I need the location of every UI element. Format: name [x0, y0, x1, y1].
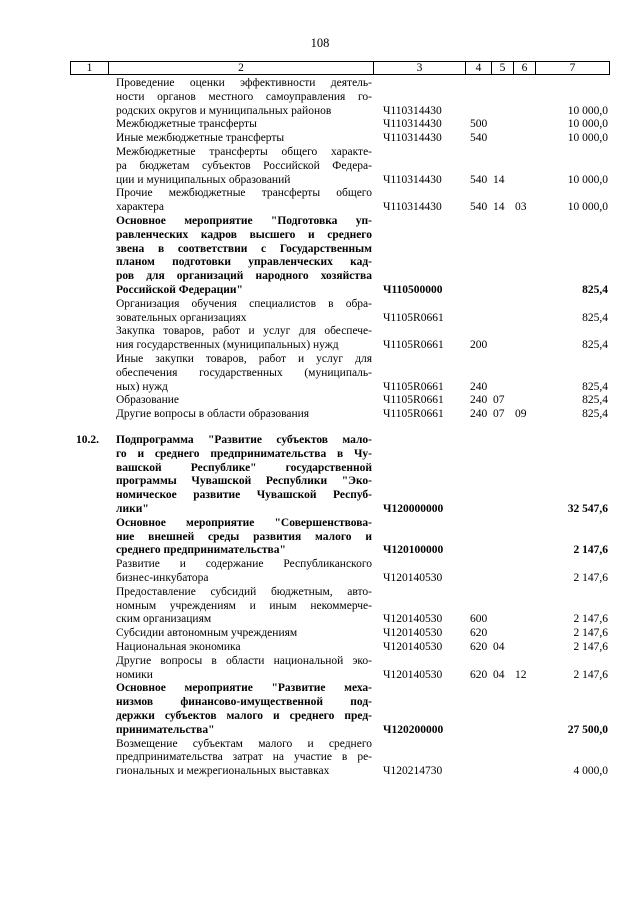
- table-row: [0, 475, 640, 488]
- expense-type-code: 200: [470, 339, 488, 352]
- amount: 4 000,0: [573, 765, 608, 778]
- expense-type-code: 540: [470, 173, 488, 186]
- amount: 825,4: [582, 284, 608, 296]
- table-row: [0, 489, 640, 502]
- row-text: Межбюджетные трансферты: [116, 118, 257, 131]
- target-article-code: Ч120140530: [383, 572, 443, 584]
- amount: 825,4: [582, 394, 608, 407]
- table-row: [0, 517, 640, 530]
- table-row: [0, 531, 640, 544]
- row-text: ние внешней среды развития малого и: [116, 530, 372, 543]
- expense-type-code: 240: [470, 408, 488, 421]
- row-text: гиональных и межрегиональных выставках: [116, 765, 330, 778]
- row-text: Российской Федерации": [116, 284, 243, 296]
- target-article-code: Ч120100000: [383, 544, 444, 557]
- target-article-code: Ч120140530: [383, 627, 443, 640]
- table-row: [0, 312, 640, 325]
- table-row: [0, 558, 640, 571]
- section-code: 07: [493, 394, 505, 407]
- row-text: ности органов местного самоуправления го-: [116, 90, 372, 103]
- subsection-code: 03: [515, 201, 527, 214]
- table-row: [0, 339, 640, 352]
- row-text: звена в соответствии с Государственным: [116, 242, 372, 255]
- target-article-code: Ч110500000: [383, 284, 443, 296]
- expense-type-code: 620: [470, 627, 488, 640]
- header-col-4: 4: [466, 62, 492, 74]
- table-row: [0, 215, 640, 228]
- table-row: [0, 284, 640, 297]
- target-article-code: Ч120140530: [383, 668, 443, 681]
- row-text: зовательных организациях: [116, 311, 247, 324]
- table-row: [0, 462, 640, 475]
- amount: 825,4: [582, 311, 608, 324]
- row-text: ных) нужд: [116, 380, 168, 393]
- amount: 10 000,0: [567, 173, 608, 186]
- page-number: 108: [310, 36, 330, 50]
- table-row: [0, 627, 640, 640]
- table-row: [0, 132, 640, 145]
- table-row: [0, 146, 640, 159]
- row-text: Развитие и содержание Республиканского: [116, 558, 372, 571]
- row-text: Предоставление субсидий бюджетным, авто-: [116, 585, 372, 598]
- target-article-code: Ч1105R0661: [383, 380, 444, 393]
- expense-type-code: 620: [470, 668, 488, 681]
- expense-type-code: 540: [470, 132, 488, 145]
- table-row: [0, 641, 640, 654]
- row-number: 10.2.: [76, 434, 99, 446]
- table-row: [0, 91, 640, 104]
- amount: 10 000,0: [567, 118, 608, 131]
- amount: 2 147,6: [573, 668, 608, 681]
- target-article-code: Ч120000000: [383, 503, 444, 515]
- target-article-code: Ч110314430: [383, 118, 442, 131]
- table-row: [0, 503, 640, 516]
- row-text: Другие вопросы в области национальной эко-: [116, 654, 372, 667]
- header-col-2: 2: [109, 62, 374, 74]
- table-row: [0, 270, 640, 283]
- target-article-code: Ч120140530: [383, 641, 443, 653]
- target-article-code: Ч110314430: [383, 132, 442, 145]
- section-code: 04: [493, 641, 505, 653]
- row-text: Основное мероприятие "Развитие меха-: [116, 682, 372, 695]
- table-row: [0, 408, 640, 421]
- table-row: [0, 256, 640, 269]
- amount: 32 547,6: [567, 503, 608, 515]
- table-row: [0, 655, 640, 668]
- header-col-7: 7: [569, 62, 576, 74]
- row-text: равленческих кадров высшего и среднего: [116, 228, 372, 241]
- amount: 2 147,6: [573, 627, 608, 640]
- row-text: Возмещение субъектам малого и среднего: [116, 737, 372, 750]
- table-row: [0, 394, 640, 407]
- row-text: Межбюджетные трансферты общего характе-: [116, 146, 372, 158]
- section-code: 14: [493, 173, 505, 186]
- table-row: [0, 381, 640, 394]
- row-text: ским организациям: [116, 613, 212, 626]
- table-row: [0, 448, 640, 461]
- table-row: [0, 682, 640, 695]
- row-text: вашской Республике" государственной: [116, 461, 372, 474]
- table-row: [0, 738, 640, 751]
- target-article-code: Ч1105R0661: [383, 408, 444, 421]
- expense-type-code: 500: [470, 118, 488, 131]
- table-row: [0, 243, 640, 256]
- row-text: номики: [116, 668, 153, 681]
- table-row: [0, 77, 640, 90]
- table-row: [0, 751, 640, 764]
- table-row: [0, 696, 640, 709]
- row-text: Основное мероприятие "Подготовка уп-: [116, 215, 372, 227]
- table-row: [0, 434, 640, 447]
- amount: 825,4: [582, 339, 608, 352]
- row-text: низмов финансово-имущественной под-: [116, 696, 372, 709]
- amount: 27 500,0: [567, 723, 608, 736]
- row-text: принимательства": [116, 723, 215, 736]
- table-row: [0, 367, 640, 380]
- expense-type-code: 540: [470, 201, 488, 214]
- row-text: Образование: [116, 394, 180, 407]
- section-code: 07: [493, 408, 505, 421]
- table-row: [0, 229, 640, 242]
- target-article-code: Ч110314430: [383, 201, 442, 214]
- table-row: [0, 105, 640, 118]
- header-col-6: 6: [514, 62, 536, 74]
- expense-type-code: 240: [470, 394, 488, 407]
- row-text: ции и муниципальных образований: [116, 173, 291, 186]
- amount: 2 147,6: [573, 572, 608, 584]
- table-row: [0, 572, 640, 585]
- amount: 2 147,6: [573, 613, 608, 626]
- amount: 10 000,0: [567, 104, 608, 117]
- subsection-code: 09: [515, 408, 527, 421]
- table-row: [0, 724, 640, 737]
- header-col-5: 5: [492, 62, 514, 74]
- table-row: [0, 544, 640, 557]
- table-row: [0, 160, 640, 173]
- header-col-3: 3: [374, 62, 466, 74]
- row-text: ра бюджетам субъектов Российской Федера-: [116, 159, 372, 172]
- target-article-code: Ч120200000: [383, 723, 444, 736]
- header-col-1: 1: [71, 62, 109, 74]
- amount: 2 147,6: [573, 641, 608, 653]
- table-row: [0, 600, 640, 613]
- section-code: 04: [493, 668, 505, 681]
- row-text: среднего предпринимательства": [116, 544, 286, 557]
- row-text: Иные закупки товаров, работ и услуг для: [116, 353, 372, 365]
- table-header-row: [70, 61, 610, 75]
- target-article-code: Ч120214730: [383, 765, 443, 778]
- table-row: [0, 613, 640, 626]
- table-row: [0, 710, 640, 723]
- row-text: Субсидии автономным учреждениям: [116, 627, 298, 640]
- section-code: 14: [493, 201, 505, 214]
- row-text: Другие вопросы в области образования: [116, 408, 310, 421]
- expense-type-code: 240: [470, 380, 488, 393]
- amount: 2 147,6: [573, 544, 608, 557]
- row-text: го и среднего предпринимательства в Чу-: [116, 447, 372, 460]
- amount: 10 000,0: [567, 132, 608, 145]
- expense-type-code: 600: [470, 613, 488, 626]
- table-row: [0, 201, 640, 214]
- table-row: [0, 187, 640, 200]
- table-row: [0, 298, 640, 311]
- row-text: номным учреждениям и иным некоммерче-: [116, 599, 372, 612]
- row-text: Прочие межбюджетные трансферты общего: [116, 187, 372, 200]
- row-text: Проведение оценки эффективности деятель-: [116, 77, 372, 89]
- target-article-code: Ч1105R0661: [383, 339, 444, 352]
- row-text: Основное мероприятие "Совершенствова-: [116, 516, 372, 529]
- row-text: Национальная экономика: [116, 641, 241, 653]
- row-text: номическое развитие Чувашской Респуб-: [116, 489, 372, 502]
- row-text: ния государственных (муниципальных) нужд: [116, 339, 339, 352]
- table-row: [0, 174, 640, 187]
- table-row: [0, 353, 640, 366]
- row-text: обеспечения государственных (муниципаль-: [116, 366, 372, 379]
- table-row: [0, 118, 640, 131]
- row-text: характера: [116, 201, 164, 214]
- row-text: Иные межбюджетные трансферты: [116, 132, 285, 145]
- target-article-code: Ч110314430: [383, 173, 442, 186]
- target-article-code: Ч1105R0661: [383, 311, 444, 324]
- row-text: ров для организаций народного хозяйства: [116, 270, 372, 283]
- row-text: предпринимательства затрат на участие в ре-: [116, 751, 372, 764]
- expense-type-code: 620: [470, 641, 488, 653]
- amount: 825,4: [582, 408, 608, 421]
- target-article-code: Ч120140530: [383, 613, 443, 626]
- target-article-code: Ч1105R0661: [383, 394, 444, 407]
- table-row: [0, 669, 640, 682]
- row-text: Подпрограмма "Развитие субъектов мало-: [116, 434, 372, 446]
- row-text: держки субъектов малого и среднего пред-: [116, 710, 372, 722]
- row-text: родских округов и муниципальных районов: [116, 104, 332, 117]
- row-text: программы Чувашской Республики "Эко-: [116, 475, 372, 488]
- subsection-code: 12: [515, 668, 527, 681]
- amount: 10 000,0: [567, 201, 608, 214]
- amount: 825,4: [582, 380, 608, 393]
- row-text: Закупка товаров, работ и услуг для обеспече-: [116, 325, 372, 338]
- row-text: бизнес-инкубатора: [116, 572, 209, 584]
- row-text: лики": [116, 503, 149, 515]
- row-text: планом подготовки управленческих кад-: [116, 256, 372, 269]
- row-text: Организация обучения специалистов в обра-: [116, 297, 372, 310]
- target-article-code: Ч110314430: [383, 104, 442, 117]
- table-row: [0, 586, 640, 599]
- table-row: [0, 765, 640, 778]
- table-row: [0, 325, 640, 338]
